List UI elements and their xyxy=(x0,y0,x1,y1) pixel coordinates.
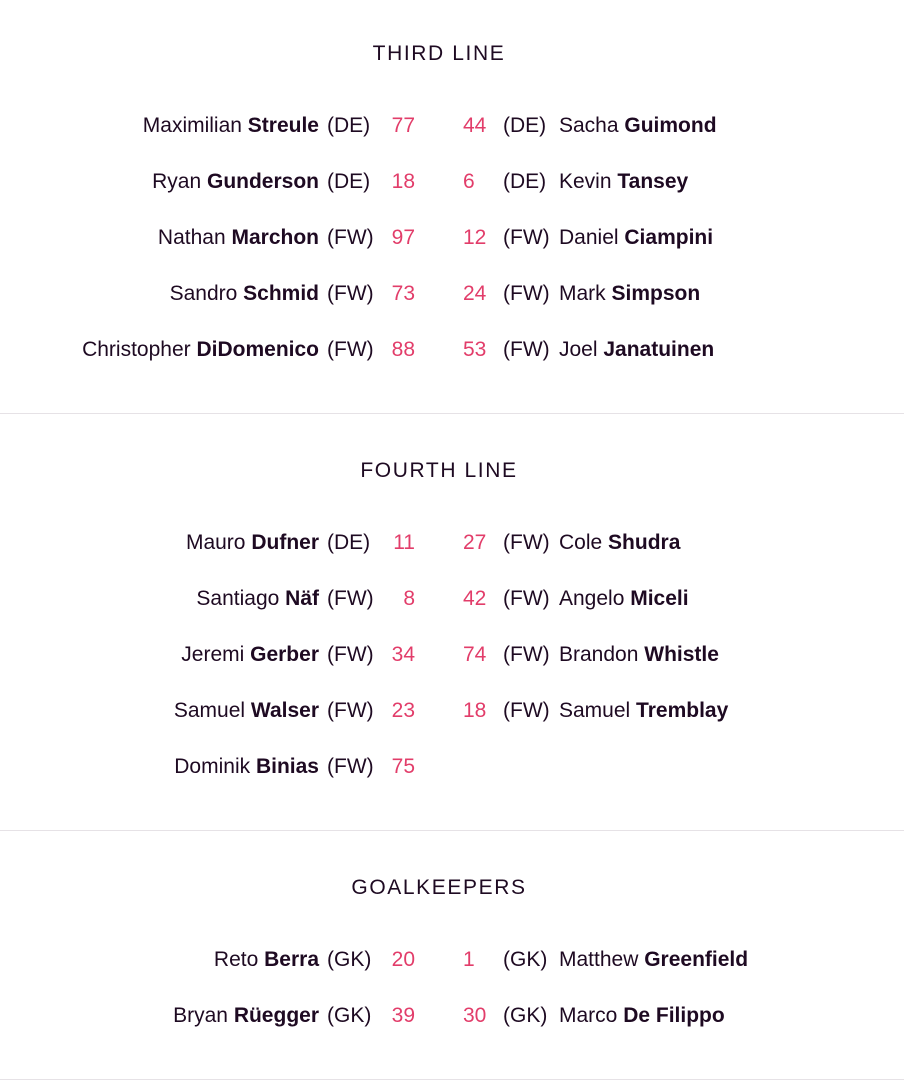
lineup-row xyxy=(0,752,904,782)
lineup-row xyxy=(0,945,904,975)
player-name-away[interactable]: Matthew Greenfield xyxy=(559,948,749,971)
position-away: (FW) xyxy=(503,282,550,305)
section-title: GOALKEEPERS xyxy=(351,876,527,899)
player-name-away[interactable]: Daniel Ciampini xyxy=(559,226,714,249)
position-away: (GK) xyxy=(503,948,548,971)
player-name-away[interactable]: Sacha Guimond xyxy=(559,114,717,137)
position-home: (GK) xyxy=(327,1004,372,1027)
player-name-home[interactable]: Reto Berra xyxy=(213,948,319,971)
section-title: FOURTH LINE xyxy=(360,459,518,482)
position-home: (FW) xyxy=(327,282,374,305)
section-third-line xyxy=(0,0,904,414)
jersey-number-away: 42 xyxy=(463,587,487,610)
lineup-row xyxy=(0,640,904,670)
jersey-number-home: 18 xyxy=(391,170,415,193)
player-name-home[interactable]: Ryan Gunderson xyxy=(152,170,319,193)
player-name-home[interactable]: Bryan Rüegger xyxy=(173,1004,319,1027)
position-home: (FW) xyxy=(327,226,374,249)
lineup-row xyxy=(0,335,904,365)
position-away: (DE) xyxy=(503,114,547,137)
position-home: (FW) xyxy=(327,643,374,666)
player-name-away[interactable]: Kevin Tansey xyxy=(559,170,689,193)
player-name-away[interactable]: Joel Janatuinen xyxy=(559,338,715,361)
jersey-number-away: 74 xyxy=(463,643,487,666)
position-home: (FW) xyxy=(327,338,374,361)
jersey-number-home: 39 xyxy=(391,1004,415,1027)
player-name-home[interactable]: Dominik Binias xyxy=(174,755,319,778)
player-name-away[interactable]: Angelo Miceli xyxy=(559,587,689,610)
jersey-number-home: 88 xyxy=(391,338,415,361)
player-name-home[interactable]: Nathan Marchon xyxy=(157,226,319,249)
position-home: (GK) xyxy=(327,948,372,971)
jersey-number-away: 1 xyxy=(463,948,475,971)
position-away: (FW) xyxy=(503,531,550,554)
player-name-away[interactable]: Brandon Whistle xyxy=(559,643,719,666)
player-name-home[interactable]: Sandro Schmid xyxy=(169,282,319,305)
jersey-number-home: 11 xyxy=(393,531,415,554)
lineup-row xyxy=(0,1001,904,1031)
lineup-row xyxy=(0,584,904,614)
player-name-home[interactable]: Mauro Dufner xyxy=(185,531,319,554)
player-name-away[interactable]: Samuel Tremblay xyxy=(559,699,729,722)
jersey-number-away: 6 xyxy=(463,170,475,193)
position-away: (FW) xyxy=(503,226,550,249)
player-name-home[interactable]: Maximilian Streule xyxy=(142,114,319,137)
jersey-number-away: 30 xyxy=(463,1004,487,1027)
position-away: (FW) xyxy=(503,699,550,722)
lineup-row xyxy=(0,111,904,141)
jersey-number-away: 12 xyxy=(463,226,487,249)
player-name-away[interactable]: Cole Shudra xyxy=(559,531,681,554)
jersey-number-home: 34 xyxy=(391,643,415,666)
jersey-number-home: 97 xyxy=(391,226,415,249)
section-fourth-line xyxy=(0,414,904,831)
player-name-home[interactable]: Jeremi Gerber xyxy=(181,643,319,666)
player-name-away[interactable]: Marco De Filippo xyxy=(559,1004,725,1027)
jersey-number-home: 23 xyxy=(391,699,415,722)
jersey-number-away: 53 xyxy=(463,338,487,361)
lineup-row xyxy=(0,223,904,253)
position-away: (FW) xyxy=(503,338,550,361)
position-away: (GK) xyxy=(503,1004,548,1027)
jersey-number-home: 8 xyxy=(403,587,415,610)
jersey-number-home: 75 xyxy=(391,755,415,778)
position-away: (DE) xyxy=(503,170,547,193)
position-home: (FW) xyxy=(327,699,374,722)
player-name-home[interactable]: Christopher DiDomenico xyxy=(82,338,319,361)
player-name-home[interactable]: Santiago Näf xyxy=(196,587,319,610)
jersey-number-home: 77 xyxy=(391,114,415,137)
lineup-row xyxy=(0,696,904,726)
position-home: (DE) xyxy=(327,114,371,137)
position-home: (DE) xyxy=(327,531,371,554)
position-home: (FW) xyxy=(327,755,374,778)
jersey-number-home: 20 xyxy=(391,948,415,971)
jersey-number-away: 18 xyxy=(463,699,487,722)
lineup-row xyxy=(0,279,904,309)
position-home: (DE) xyxy=(327,170,371,193)
player-name-away[interactable]: Mark Simpson xyxy=(559,282,701,305)
jersey-number-away: 44 xyxy=(463,114,487,137)
position-home: (FW) xyxy=(327,587,374,610)
jersey-number-home: 73 xyxy=(391,282,415,305)
player-name-home[interactable]: Samuel Walser xyxy=(173,699,319,722)
section-title: THIRD LINE xyxy=(372,42,506,65)
jersey-number-away: 27 xyxy=(463,531,487,554)
position-away: (FW) xyxy=(503,643,550,666)
section-goalkeepers xyxy=(0,831,904,1080)
lineup-row xyxy=(0,528,904,558)
lineup-row xyxy=(0,167,904,197)
position-away: (FW) xyxy=(503,587,550,610)
jersey-number-away: 24 xyxy=(463,282,487,305)
